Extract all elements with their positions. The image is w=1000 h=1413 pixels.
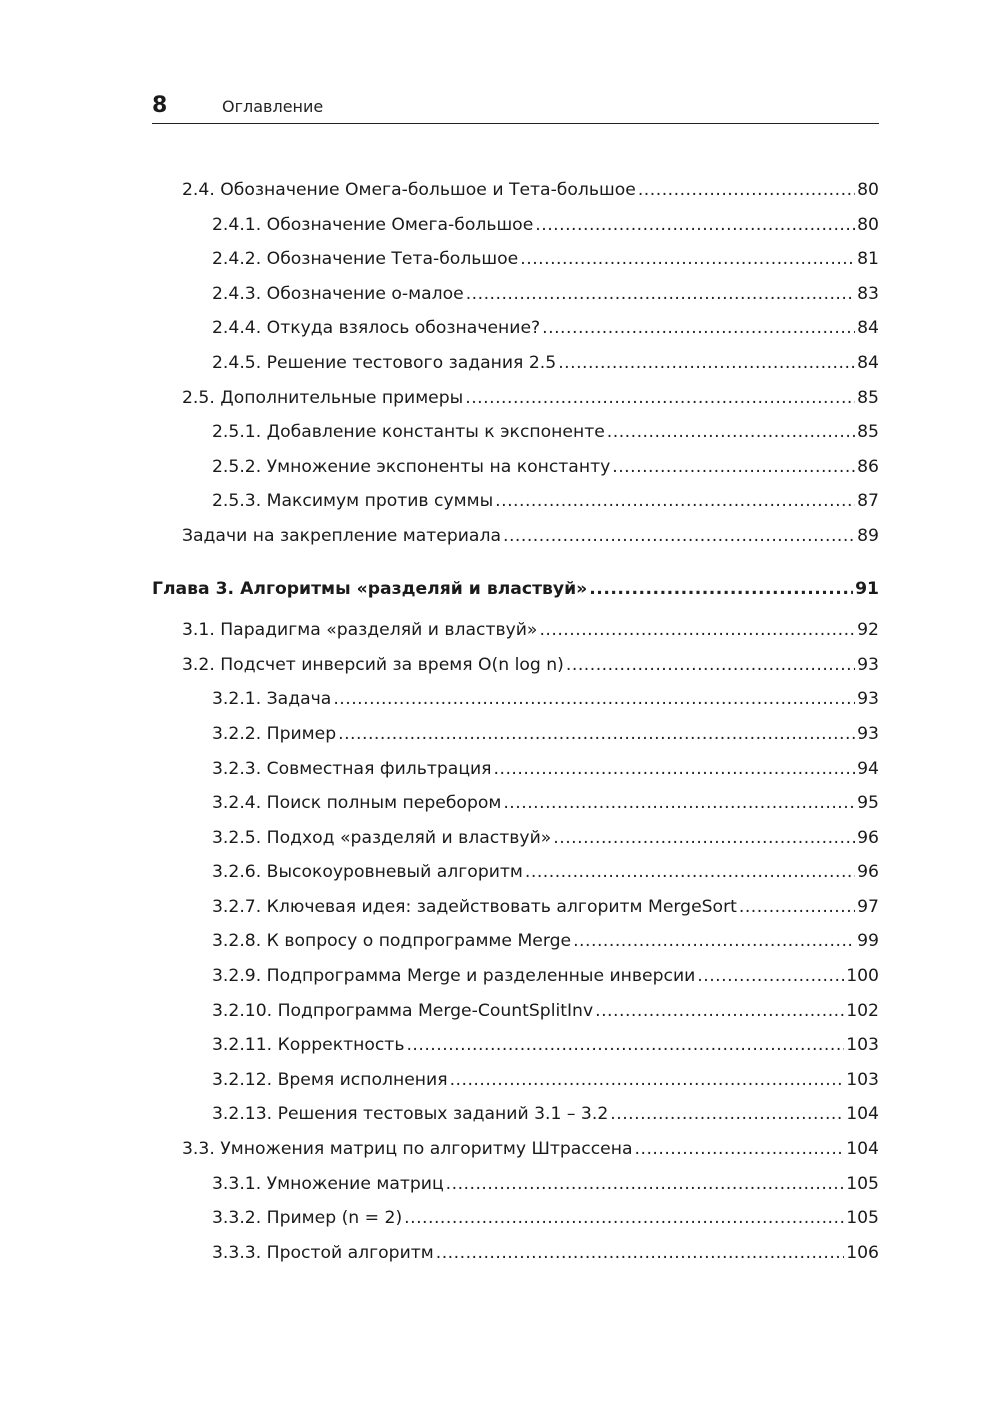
- toc-entry[interactable]: [152, 208, 879, 243]
- toc-entry-page: 93: [857, 689, 879, 710]
- toc-entry-title: 3.2.10. Подпрограмма Merge-CountSplitInv: [212, 1000, 594, 1021]
- dot-leader: [589, 572, 853, 607]
- toc-entry[interactable]: [152, 613, 879, 648]
- toc-entry-page: 103: [846, 1035, 879, 1056]
- toc-entry-title: 3.2.1. Задача: [212, 689, 332, 710]
- table-of-contents: [152, 173, 879, 1270]
- dot-leader: [450, 1063, 845, 1098]
- toc-entry-page: 105: [846, 1173, 879, 1194]
- toc-entry-title: 3.2.4. Поиск полным перебором: [212, 793, 502, 814]
- toc-entry[interactable]: [152, 519, 879, 554]
- toc-entry-title: 2.5.3. Максимум против суммы: [212, 491, 494, 512]
- toc-entry[interactable]: [152, 1201, 879, 1236]
- toc-entry-title: 3.2.9. Подпрограмма Merge и разделенные инверсии: [212, 966, 696, 987]
- toc-entry-page: 91: [855, 578, 879, 599]
- toc-entry[interactable]: [152, 381, 879, 416]
- toc-entry-title: Глава 3. Алгоритмы «разделяй и властвуй»: [152, 578, 588, 599]
- dot-leader: [404, 1201, 844, 1236]
- toc-entry[interactable]: [152, 924, 879, 959]
- dot-leader: [436, 1236, 844, 1271]
- toc-entry[interactable]: [152, 1167, 879, 1202]
- toc-entry-title: 3.2.6. Высокоуровневый алгоритм: [212, 862, 523, 883]
- toc-entry-page: 93: [857, 723, 879, 744]
- dot-leader: [558, 346, 855, 381]
- toc-entry[interactable]: [152, 648, 879, 683]
- dot-leader: [595, 994, 844, 1029]
- dot-leader: [635, 1132, 845, 1167]
- toc-entry-page: 102: [846, 1000, 879, 1021]
- toc-entry-title: 3.3.3. Простой алгоритм: [212, 1242, 434, 1263]
- toc-entry-page: 104: [846, 1104, 879, 1125]
- page-number: 8: [152, 93, 168, 118]
- toc-entry[interactable]: [152, 682, 879, 717]
- toc-entry-title: 3.2.3. Совместная фильтрация: [212, 758, 492, 779]
- toc-entry-title: 3.3. Умножения матриц по алгоритму Штрассена: [182, 1139, 633, 1160]
- toc-entry-page: 94: [857, 758, 879, 779]
- toc-entry-page: 97: [857, 896, 879, 917]
- dot-leader: [539, 613, 855, 648]
- toc-entry[interactable]: [152, 1028, 879, 1063]
- toc-entry[interactable]: [152, 821, 879, 856]
- dot-leader: [610, 1097, 844, 1132]
- toc-entry-title: 3.2.5. Подход «разделяй и властвуй»: [212, 827, 552, 848]
- dot-leader: [465, 381, 855, 416]
- toc-entry[interactable]: [152, 890, 879, 925]
- toc-entry-title: 2.5.1. Добавление константы к экспоненте: [212, 422, 605, 443]
- toc-entry-title: 2.5. Дополнительные примеры: [182, 387, 464, 408]
- toc-entry-page: 96: [857, 827, 879, 848]
- dot-leader: [466, 277, 855, 312]
- toc-entry-title: 2.4. Обозначение Омега-большое и Тета-большое: [182, 180, 636, 200]
- toc-entry[interactable]: [152, 311, 879, 346]
- toc-entry-page: 99: [857, 931, 879, 952]
- dot-leader: [525, 855, 855, 890]
- toc-entry[interactable]: [152, 1132, 879, 1167]
- toc-entry[interactable]: [152, 1097, 879, 1132]
- running-title: Оглавление: [222, 97, 324, 116]
- dot-leader: [406, 1028, 844, 1063]
- dot-leader: [503, 519, 855, 554]
- toc-entry-page: 80: [857, 214, 879, 235]
- dot-leader: [573, 924, 855, 959]
- toc-entry[interactable]: [152, 450, 879, 485]
- toc-entry[interactable]: [152, 959, 879, 994]
- dot-leader: [503, 786, 855, 821]
- toc-entry[interactable]: [152, 717, 879, 752]
- toc-entry-page: 103: [846, 1069, 879, 1090]
- dot-leader: [495, 484, 855, 519]
- toc-entry[interactable]: [152, 242, 879, 277]
- toc-entry-page: 84: [857, 352, 879, 373]
- dot-leader: [739, 890, 855, 925]
- toc-entry-title: Задачи на закрепление материала: [182, 525, 501, 546]
- dot-leader: [520, 242, 855, 277]
- toc-entry-page: 86: [857, 456, 879, 477]
- toc-entry[interactable]: [152, 786, 879, 821]
- dot-leader: [553, 821, 855, 856]
- dot-leader: [338, 717, 855, 752]
- toc-entry-title: 2.5.2. Умножение экспоненты на константу: [212, 456, 611, 477]
- dot-leader: [612, 450, 855, 485]
- toc-entry-page: 81: [857, 249, 879, 270]
- toc-entry-title: 3.3.2. Пример (n = 2): [212, 1208, 403, 1229]
- toc-entry-page: 104: [846, 1139, 879, 1160]
- dot-leader: [494, 752, 856, 787]
- toc-entry-title: 2.4.2. Обозначение Тета-большое: [212, 249, 519, 270]
- toc-entry-title: 3.2.12. Время исполнения: [212, 1069, 448, 1090]
- toc-entry-title: 2.4.5. Решение тестового задания 2.5: [212, 352, 557, 373]
- dot-leader: [446, 1167, 845, 1202]
- toc-entry[interactable]: [152, 173, 879, 208]
- toc-entry-page: 83: [857, 283, 879, 304]
- dot-leader: [697, 959, 844, 994]
- dot-leader: [535, 208, 855, 243]
- toc-entry-page: 85: [857, 387, 879, 408]
- toc-entry[interactable]: [152, 415, 879, 450]
- toc-entry-title: 2.4.1. Обозначение Омега-большое: [212, 214, 534, 235]
- toc-entry-title: 3.2.7. Ключевая идея: задействовать алгоритм MergeSort: [212, 896, 737, 917]
- toc-entry-page: 87: [857, 491, 879, 512]
- toc-entry[interactable]: [152, 752, 879, 787]
- toc-entry[interactable]: [152, 346, 879, 381]
- toc-entry-page: 106: [846, 1242, 879, 1263]
- toc-entry[interactable]: [152, 855, 879, 890]
- toc-entry-title: 2.4.4. Откуда взялось обозначение?: [212, 318, 541, 339]
- toc-entry-page: 84: [857, 318, 879, 339]
- dot-leader: [333, 682, 855, 717]
- toc-entry-page: 80: [857, 180, 879, 200]
- toc-entry[interactable]: [152, 994, 879, 1029]
- toc-entry[interactable]: [152, 277, 879, 312]
- toc-chapter-entry[interactable]: [152, 572, 879, 607]
- toc-entry[interactable]: [152, 484, 879, 519]
- toc-entry-title: 2.4.3. Обозначение о-малое: [212, 283, 464, 304]
- toc-entry[interactable]: [152, 1063, 879, 1098]
- dot-leader: [638, 173, 855, 208]
- toc-entry-page: 92: [857, 620, 879, 641]
- toc-entry-title: 3.2.13. Решения тестовых заданий 3.1 – 3.2: [212, 1104, 609, 1125]
- dot-leader: [542, 311, 855, 346]
- toc-entry-title: 3.1. Парадигма «разделяй и властвуй»: [182, 620, 538, 641]
- toc-entry-title: 3.2. Подсчет инверсий за время O(n log n): [182, 654, 564, 675]
- toc-entry-page: 89: [857, 525, 879, 546]
- toc-entry-page: 95: [857, 793, 879, 814]
- toc-entry[interactable]: [152, 1236, 879, 1271]
- toc-entry-title: 3.2.2. Пример: [212, 723, 337, 744]
- dot-leader: [566, 648, 855, 683]
- toc-entry-page: 96: [857, 862, 879, 883]
- toc-entry-page: 100: [846, 966, 879, 987]
- toc-entry-page: 85: [857, 422, 879, 443]
- toc-entry-title: 3.3.1. Умножение матриц: [212, 1173, 444, 1194]
- toc-entry-page: 93: [857, 654, 879, 675]
- dot-leader: [607, 415, 855, 450]
- toc-entry-title: 3.2.8. К вопросу о подпрограмме Merge: [212, 931, 572, 952]
- page-header: [152, 93, 879, 124]
- toc-entry-page: 105: [846, 1208, 879, 1229]
- toc-entry-title: 3.2.11. Корректность: [212, 1035, 405, 1056]
